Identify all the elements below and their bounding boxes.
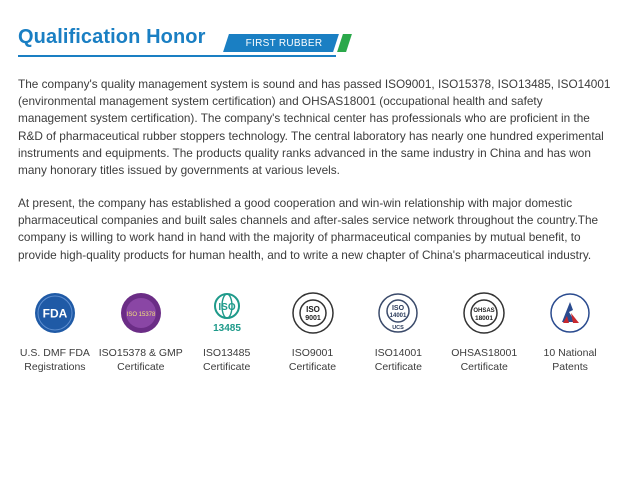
cert-label-line2: Certificate: [374, 360, 422, 373]
cert-label-line1: ISO14001: [374, 347, 423, 359]
ohsas18001-logo-icon: [463, 292, 505, 334]
iso13485-logo-text-bottom: 13485: [212, 323, 241, 334]
brand-tag: FIRST RUBBER: [245, 38, 323, 49]
iso14001-logo-text-bottom: 14001: [390, 313, 407, 319]
cert-label-line2: Certificate: [203, 360, 251, 373]
cert-label-line1: ISO9001: [291, 347, 334, 359]
cert-patents: [527, 285, 613, 385]
cert-label-line2: Patents: [552, 360, 588, 373]
iso14001-logo-icon: [377, 292, 419, 334]
cert-fda: [12, 285, 98, 385]
cooperation-paragraph: At present, the company has established a good cooperation and win-win relationship with major domestic pharmaceutical companies and built sales channels and after-sales service network throughout the country.The company is willing to work hand in hand with the majority of pharmaceutical companies by mutual benefit, to provide high-quality products for human health, and to write a new chapter of China's pharmaceutical industry.: [18, 196, 599, 262]
fda-logo-text: FDA: [42, 306, 68, 321]
iso15378-logo-icon: [120, 292, 162, 334]
cert-iso14001: [355, 285, 441, 385]
ohsas-logo-text-top: OHSAS: [473, 308, 495, 314]
cert-label-line2: Registrations: [24, 360, 86, 373]
brand-tag-accent: [337, 34, 352, 52]
fda-logo-icon: [34, 292, 76, 334]
cert-label-line2: Certificate: [460, 360, 508, 373]
iso14001-logo-text-extra: UCS: [392, 325, 405, 331]
cert-label-line1: OHSAS18001: [451, 347, 518, 359]
patent-logo-icon: [549, 292, 591, 334]
cert-label-line2: Certificate: [288, 360, 337, 373]
cert-label-line2: Certificate: [117, 360, 165, 373]
iso13485-logo-icon: [206, 292, 248, 334]
page-title: Qualification Honor: [18, 26, 206, 48]
ohsas-logo-text-bottom: 18001: [475, 315, 494, 322]
iso15378-logo-text: ISO 15378: [126, 312, 156, 318]
cert-label-line1: U.S. DMF FDA: [19, 347, 90, 359]
cert-ohsas18001: [441, 285, 527, 385]
cert-label-line1: 10 National: [543, 347, 597, 359]
cert-label-line1: ISO13485: [203, 347, 251, 359]
cert-iso13485: [184, 285, 270, 385]
intro-paragraph: The company's quality management system is sound and has passed ISO9001, ISO15378, ISO13485, ISO14001 (environmental management system certification) and OHSAS18001 (occupational health and safety management system certification). The company's technical center has professionals who are proficient in the R&D of pharmaceutical rubber stoppers technology. The central laboratory has nearly one hundred experimental instruments and equipments. The products quality ranks advanced in the same industry in China and has won many honorary titles issued by governments at various levels.: [18, 77, 611, 178]
section-header: [18, 26, 338, 56]
cert-iso9001: [270, 285, 356, 385]
cert-iso15378: [98, 285, 184, 385]
iso9001-logo-text-top: ISO: [305, 305, 320, 314]
iso9001-logo-text-bottom: 9001: [304, 315, 321, 322]
header-underline: [18, 55, 336, 57]
cert-label-line1: ISO15378 & GMP: [98, 347, 183, 359]
certificate-list: [12, 285, 613, 385]
iso9001-logo-icon: [292, 292, 334, 334]
iso14001-logo-text-top: ISO: [392, 305, 405, 312]
iso13485-logo-text-top: ISO: [218, 302, 236, 313]
